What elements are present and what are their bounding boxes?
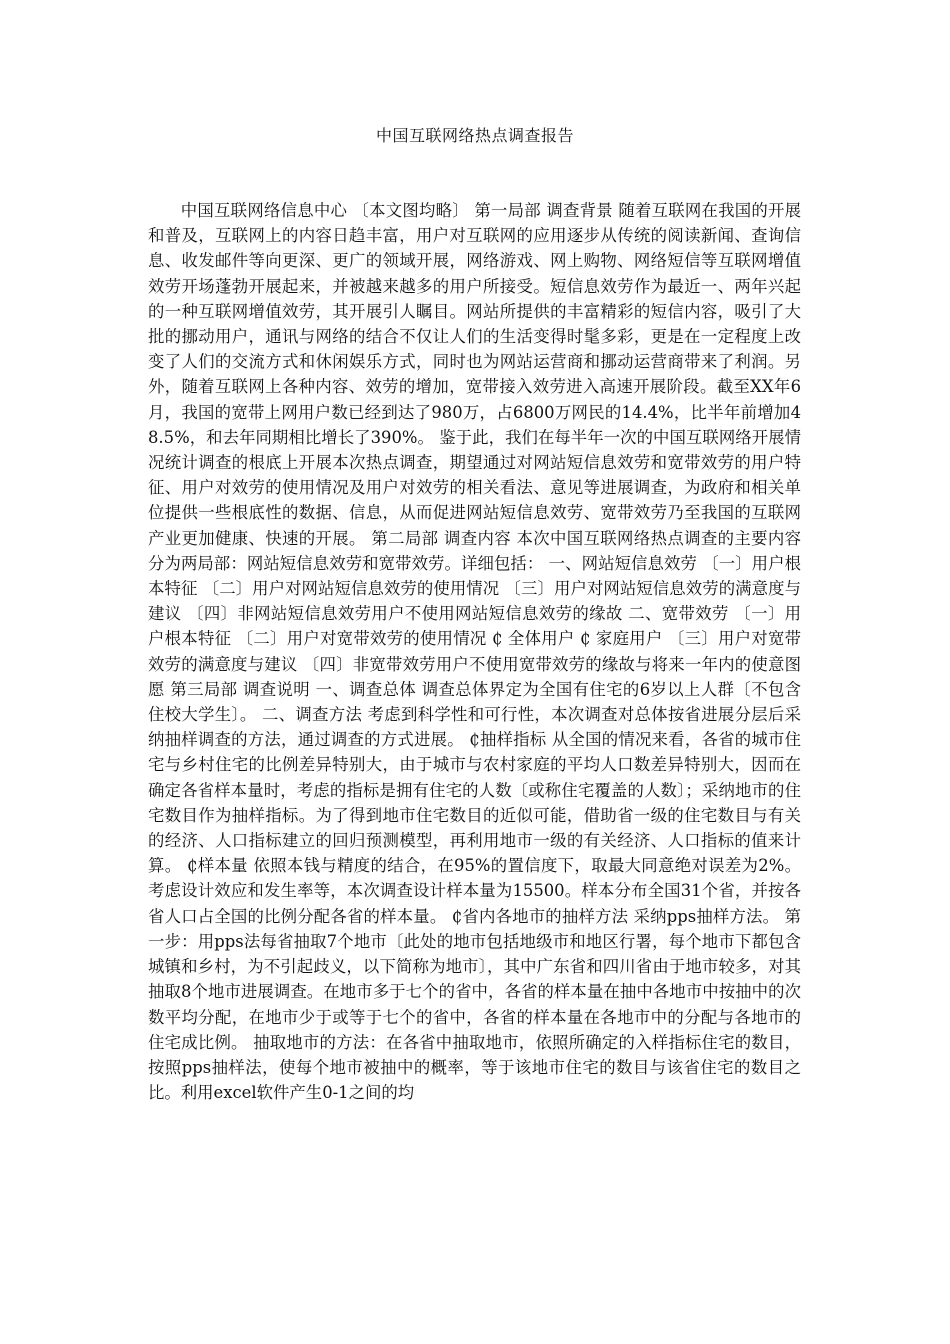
document-title: 中国互联网络热点调查报告 [375, 126, 574, 145]
document-body-paragraph: 中国互联网络信息中心 〔本文图均略〕 第一局部 调查背景 随着互联网在我国的开展和普及，互联网上的内容日趋丰富，用户对互联网的应用逐步从传统的阅读新闻、查询信息、收发邮件等向更深、更广的领域开展，网络游戏、网上购物、网络短信等互联网增值效劳开场蓬勃开展起来，并被越来越多的用户所接受。短信息效劳作为最近一、两年兴起的一种互联网增值效劳，其开展引人瞩目。网站所提供的丰富精彩的短信内容，吸引了大批的挪动用户，通讯与网络的结合不仅让人们的生活变得时髦多彩，更是在一定程度上改变了人们的交流方式和休闲娱乐方式，同时也为网站运营商和挪动运营商带来了利润。另外，随着互联网上各种内容、效劳的增加，宽带接入效劳进入高速开展阶段。截至XX年6月，我国的宽带上网用户数已经到达了980万，占6800万网民的14.4%，比半年前增加48.5%，和去年同期相比增长了390%。 鉴于此，我们在每半年一次的中国互联网络开展情况统计调查的根底上开展本次热点调查，期望通过对网站短信息效劳和宽带效劳的用户特征、用户对效劳的使用情况及用户对效劳的相关看法、意见等进展调查，为政府和相关单位提供一些根底性的数据、信息，从而促进网站短信息效劳、宽带效劳乃至我国的互联网产业更加健康、快速的开展。 第二局部 调查内容 本次中国互联网络热点调查的主要内容分为两局部：网站短信息效劳和宽带效劳。详细包括： 一、网站短信息效劳 〔一〕用户根本特征 〔二〕用户对网站短信息效劳的使用情况 〔三〕用户对网站短信息效劳的满意度与建议 〔四〕非网站短信息效劳用户不使用网站短信息效劳的缘故 二、宽带效劳 〔一〕用户根本特征 〔二〕用户对宽带效劳的使用情况 ₵ 全体用户 ₵ 家庭用户 〔三〕用户对宽带效劳的满意度与建议 〔四〕非宽带效劳用户不使用宽带效劳的缘故与将来一年内的使意图愿 第三局部 调查说明 一、调查总体 调查总体界定为全国有住宅的6岁以上人群〔不包含住校大学生〕。 二、调查方法 考虑到科学性和可行性，本次调查对总体按省进展分层后采纳抽样调查的方法，通过调查的方式进展。 ₵抽样指标 从全国的情况来看，各省的城市住宅与乡村住宅的比例差异特别大，由于城市与农村家庭的平均人口数差异特别大，因而在确定各省样本量时，考虑的指标是拥有住宅的人数〔或称住宅覆盖的人数〕；采纳地市的住宅数目作为抽样指标。为了得到地市住宅数目的近似可能，借助省一级的住宅数目与有关的经济、人口指标建立的回归预测模型，再利用地市一级的有关经济、人口指标的值来计算。 ₵样本量 依照本钱与精度的结合，在95%的置信度下，取最大同意绝对误差为2%。考虑设计效应和发生率等，本次调查设计样本量为15500。样本分布全国31个省，并按各省人口占全国的比例分配各省的样本量。 ₵省内各地市的抽样方法 采纳pps抽样方法。 第一步：用pps法每省抽取7个地市〔此处的地市包括地级市和地区行署，每个地市下都包含城镇和乡村，为不引起歧义，以下简称为地市〕，其中广东省和四川省由于地市较多，对其抽取8个地市进展调查。在地市多于七个的省中，各省的样本量在抽中各地市中按抽中的次数平均分配，在地市少于或等于七个的省中，各省的样本量在各地市中的分配与各地市的住宅成比例。 抽取地市的方法：在各省中抽取地市，依照所确定的入样指标住宅的数目，按照pps抽样法，使每个地市被抽中的概率，等于该地市住宅的数目与该省住宅的数目之比。利用excel软件产生0-1之间的均 [148, 201, 801, 1103]
